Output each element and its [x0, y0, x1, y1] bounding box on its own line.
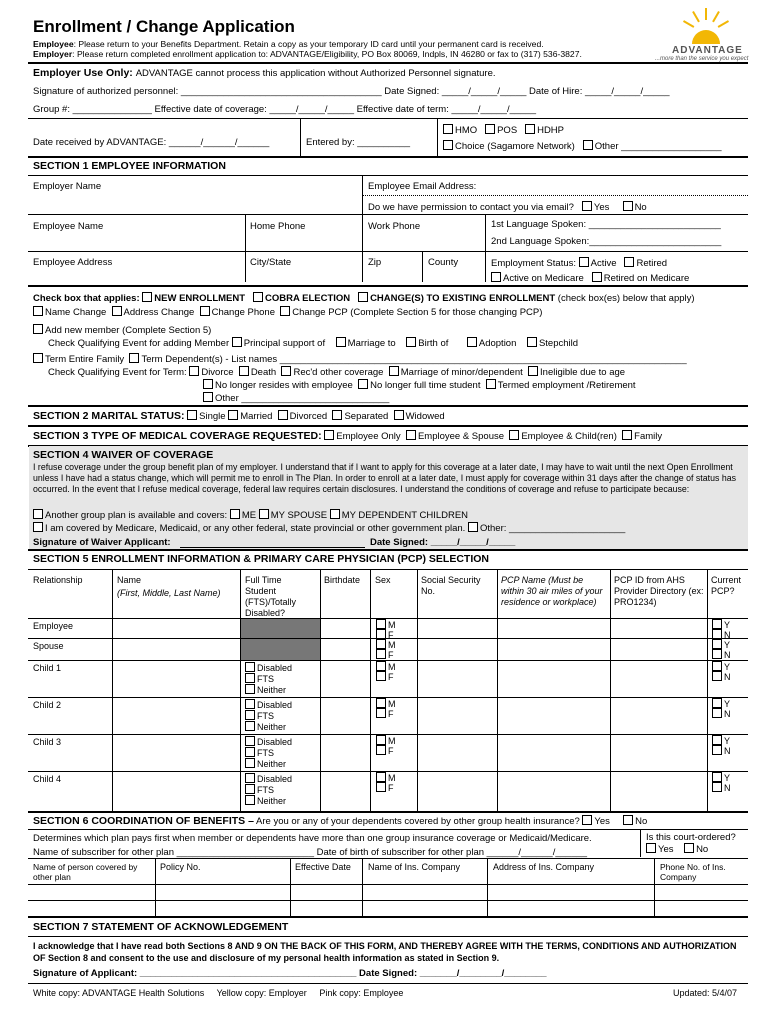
waiver-spouse-checkbox[interactable]: [259, 509, 269, 519]
employee-name-label: Employee Name: [33, 221, 104, 232]
court-yes-checkbox[interactable]: [646, 843, 656, 853]
current-pcp-n-checkbox[interactable]: [712, 745, 722, 755]
neither-checkbox[interactable]: [245, 795, 255, 805]
current-pcp-n: N: [712, 649, 731, 661]
sex-m-checkbox[interactable]: [376, 735, 386, 745]
sex-f-checkbox[interactable]: [376, 708, 386, 718]
principal-support-checkbox[interactable]: [232, 337, 242, 347]
sex-f: F: [376, 708, 394, 720]
fts-option: Disabled: [245, 662, 292, 674]
pcp-change-checkbox[interactable]: [280, 306, 290, 316]
employee-address-label: Employee Address: [33, 257, 113, 268]
acknowledgement-text: I acknowledge that I have read both Sections 8 AND 9 ON THE BACK OF THIS FORM, AND THEREBY AGREE WITH THE TERMS, CONDITIONS AND AUTHORIZATION OF Section 8 and consent to the use and disclosure of my personal health information as stated in Section 9.: [33, 941, 737, 963]
email-permission: Do we have permission to contact you via email? Yes No: [368, 202, 647, 213]
new-enrollment-checkbox[interactable]: [142, 292, 152, 302]
fts-na-shading: [241, 619, 320, 638]
plan-type-row-2: Choice (Sagamore Network) Other ___________________: [443, 140, 722, 152]
row-relationship: Child 2: [33, 700, 62, 710]
fts-checkbox[interactable]: [245, 784, 255, 794]
waiver-medicare-checkbox[interactable]: [33, 522, 43, 532]
county-label: County: [428, 257, 459, 268]
col-pcp-id: PCP ID from AHS Provider Directory (ex: PRO1234): [614, 575, 704, 607]
death-checkbox[interactable]: [239, 366, 249, 376]
married-checkbox[interactable]: [228, 410, 238, 420]
current-pcp-n-checkbox[interactable]: [712, 782, 722, 792]
terminated-checkbox[interactable]: [486, 379, 496, 389]
current-pcp-n-checkbox[interactable]: [712, 671, 722, 681]
logo-wordmark: ADVANTAGE: [672, 45, 743, 56]
qualifying-event-add-row: Check Qualifying Event for adding Member Principal support of Marriage to Birth of Adoption Stepchild: [48, 338, 579, 349]
sex-m-checkbox[interactable]: [376, 661, 386, 671]
cob-col-person: Name of person covered by other plan: [33, 862, 138, 882]
current-pcp-y: Y: [712, 661, 730, 673]
fts-option: Neither: [245, 795, 286, 807]
current-pcp-y: Y: [712, 772, 730, 784]
fts-option: Disabled: [245, 736, 292, 748]
waiver-medicare: I am covered by Medicare, Medicaid, or any other federal, state provincial or other government plan. Other: ______________________: [33, 522, 625, 534]
name-change-checkbox[interactable]: [33, 306, 43, 316]
current-pcp-n: N: [712, 782, 731, 794]
waiver-signature-label: Signature of Waiver Applicant:: [33, 537, 171, 548]
widowed-checkbox[interactable]: [394, 410, 404, 420]
fts-checkbox[interactable]: [245, 747, 255, 757]
current-pcp-y-checkbox[interactable]: [712, 735, 722, 745]
page-title: Enrollment / Change Application: [33, 17, 295, 36]
employee-only-checkbox[interactable]: [324, 430, 334, 440]
sex-f: F: [376, 649, 394, 661]
term-row: Term Entire Family Term Dependent(s) - List names _____________________________________________________________________________: [33, 353, 687, 365]
work-phone-label: Work Phone: [368, 221, 421, 232]
current-pcp-y-checkbox[interactable]: [712, 639, 722, 649]
cob-col-effective: Effective Date: [295, 862, 351, 872]
sex-m: M: [376, 698, 396, 710]
cob-col-phone: Phone No. of Ins. Company: [660, 862, 726, 882]
sun-logo-icon: [676, 6, 736, 46]
cob-col-policy: Policy No.: [160, 862, 201, 872]
court-no-checkbox[interactable]: [684, 843, 694, 853]
col-relationship: Relationship: [33, 575, 83, 585]
qualifying-event-term-row-2: No longer resides with employee No longer full time student Termed employment /Retirement: [203, 379, 636, 391]
col-current-pcp: Current PCP?: [711, 575, 742, 596]
qualifying-event-term-row: Check Qualifying Event for Term: Divorce Death Rec'd other coverage Marriage of minor/dependent Ineligible due to age: [48, 367, 626, 378]
birth-of-checkbox[interactable]: [406, 337, 416, 347]
fts-option: Disabled: [245, 773, 292, 785]
zip-label: Zip: [368, 257, 382, 268]
sex-m-checkbox[interactable]: [376, 698, 386, 708]
fts-option: FTS: [245, 710, 274, 722]
hdhp-checkbox[interactable]: [525, 124, 535, 134]
sex-f-checkbox[interactable]: [376, 671, 386, 681]
email-no-checkbox[interactable]: [623, 201, 633, 211]
retired-medicare-checkbox[interactable]: [592, 272, 602, 282]
enrollment-type-row: Check box that applies: NEW ENROLLMENT COBRA ELECTION CHANGE(S) TO EXISTING ENROLLMENT (check box(es) below that apply): [33, 293, 695, 304]
employee-children-checkbox[interactable]: [509, 430, 519, 440]
changes-checkbox[interactable]: [358, 292, 368, 302]
waiver-dependents-checkbox[interactable]: [330, 509, 340, 519]
other-term-row: Other ____________________________: [203, 392, 389, 404]
col-name: Name: [117, 575, 142, 585]
employee-instructions: Employee: Please return to your Benefits Department. Retain a copy as your temporary ID card until your permanent card is received.: [33, 39, 544, 49]
term-family-checkbox[interactable]: [33, 353, 43, 363]
sex-m: M: [376, 639, 396, 651]
row-relationship: Child 4: [33, 774, 62, 784]
family-checkbox[interactable]: [622, 430, 632, 440]
section2-row: SECTION 2 MARITAL STATUS: Single Married Divorced Separated Widowed: [33, 410, 445, 422]
authorized-signature-line[interactable]: Signature of authorized personnel: ______________________________________ Date Signed: _____/_____/_____ Date of Hire: _____/_____/_____: [33, 86, 670, 97]
sex-f: F: [376, 671, 394, 683]
fts-na-shading: [241, 639, 320, 660]
date-received-field[interactable]: Date received by ADVANTAGE: ______/______/______: [33, 137, 270, 148]
other-plan-checkbox[interactable]: [583, 140, 593, 150]
employer-use-heading: Employer Use Only: ADVANTAGE cannot process this application without Authorized Personnel signature.: [33, 67, 496, 79]
col-ssn: Social Security No.: [421, 575, 481, 596]
second-language-field[interactable]: 2nd Language Spoken:_________________________: [491, 236, 722, 247]
email-label: Employee Email Address:: [368, 181, 477, 192]
updated-date: Updated: 5/4/07: [673, 988, 738, 998]
first-language-field[interactable]: 1st Language Spoken: _________________________: [491, 219, 721, 230]
cob-col-ins: Name of Ins. Company: [368, 862, 461, 872]
col-fts: Full Time Student (FTS)/Totally Disabled?: [245, 575, 297, 618]
court-ordered-label: Is this court-ordered?: [646, 832, 736, 843]
neither-checkbox[interactable]: [245, 721, 255, 731]
waiver-text: I refuse coverage under the group benefit plan of my employer. I understand that if I want to apply for this coverage at a later date, I may have to wait until the next Open Enrollment unless I have had a status change, which will permit me to enroll in The Plan. In order to enroll at a later date, I must apply for coverage within 31 days after the change of status has occurred. In the event that I refuse medical coverage, federal law requires certain disclosures. I understand the conditions of coverage and refuse to participate because:: [33, 462, 736, 494]
active-medicare-checkbox[interactable]: [491, 272, 501, 282]
employer-name-label: Employer Name: [33, 181, 102, 192]
address-change-checkbox[interactable]: [112, 306, 122, 316]
current-pcp-y: Y: [712, 639, 730, 651]
cob-no-checkbox[interactable]: [623, 815, 633, 825]
divorce-checkbox[interactable]: [189, 366, 199, 376]
col-sex: Sex: [375, 575, 391, 585]
marriage-minor-checkbox[interactable]: [389, 366, 399, 376]
medicare-status: Active on Medicare Retired on Medicare: [491, 272, 689, 284]
neither-checkbox[interactable]: [245, 684, 255, 694]
sex-f-checkbox[interactable]: [376, 745, 386, 755]
court-ordered-options: Yes No: [646, 843, 708, 855]
entered-by-field[interactable]: Entered by: __________: [306, 137, 411, 148]
applicant-signature-line[interactable]: Signature of Applicant: _________________________________________ Date Signed: _______/________/________: [33, 968, 547, 979]
term-dependents-checkbox[interactable]: [129, 353, 139, 363]
employment-status: Employment Status: Active Retired: [491, 258, 668, 269]
fts-option: Neither: [245, 758, 286, 770]
adoption-checkbox[interactable]: [467, 337, 477, 347]
email-yes-checkbox[interactable]: [582, 201, 592, 211]
separated-checkbox[interactable]: [332, 410, 342, 420]
col-birthdate: Birthdate: [324, 575, 361, 585]
city-state-label: City/State: [250, 257, 292, 268]
cob-yes-checkbox[interactable]: [582, 815, 592, 825]
recd-other-checkbox[interactable]: [281, 366, 291, 376]
fts-option: Neither: [245, 721, 286, 733]
section1-heading: SECTION 1 EMPLOYEE INFORMATION: [33, 160, 226, 172]
current-pcp-y-checkbox[interactable]: [712, 772, 722, 782]
current-pcp-n: N: [712, 708, 731, 720]
home-phone-label: Home Phone: [250, 221, 306, 232]
current-pcp-n: N: [712, 671, 731, 683]
pos-checkbox[interactable]: [485, 124, 495, 134]
fts-option: Disabled: [245, 699, 292, 711]
current-pcp-y-checkbox[interactable]: [712, 698, 722, 708]
fts-option: FTS: [245, 747, 274, 759]
add-member-row: Add new member (Complete Section 5): [33, 324, 211, 336]
sex-m: M: [376, 619, 396, 631]
cob-determines: Determines which plan pays first when member or dependents have more than one group insurance coverage or Medicaid/Medicare.: [33, 833, 592, 844]
section7-heading: SECTION 7 STATEMENT OF ACKNOWLEDGEMENT: [33, 921, 289, 933]
no-longer-resides-checkbox[interactable]: [203, 379, 213, 389]
plan-type-row-1: HMO POS HDHP: [443, 124, 564, 136]
fts-checkbox[interactable]: [245, 673, 255, 683]
cob-col-address: Address of Ins. Company: [493, 862, 595, 872]
disabled-checkbox[interactable]: [245, 736, 255, 746]
fts-option: Neither: [245, 684, 286, 696]
logo-tagline: ...more than the service you expect: [655, 56, 749, 62]
current-pcp-n: N: [712, 629, 731, 641]
col-name-sub: (First, Middle, Last Name): [117, 588, 221, 598]
sex-m: M: [376, 661, 396, 673]
section4-heading: SECTION 4 WAIVER OF COVERAGE: [33, 449, 214, 461]
current-pcp-y: Y: [712, 698, 730, 710]
disabled-checkbox[interactable]: [245, 773, 255, 783]
current-pcp-n-checkbox[interactable]: [712, 649, 722, 659]
row-relationship: Child 3: [33, 737, 62, 747]
sex-f: F: [376, 745, 394, 757]
disabled-checkbox[interactable]: [245, 699, 255, 709]
group-coverage-line[interactable]: Group #: _______________ Effective date of coverage: _____/_____/_____ Effective date of term: _____/_____/_____: [33, 104, 537, 115]
copy-distribution: White copy: ADVANTAGE Health Solutions Yellow copy: Employer Pink copy: Employee: [33, 988, 404, 998]
choice-checkbox[interactable]: [443, 140, 453, 150]
sex-m: M: [376, 735, 396, 747]
sex-f-checkbox[interactable]: [376, 782, 386, 792]
row-relationship: Spouse: [33, 641, 64, 651]
sex-f: F: [376, 782, 394, 794]
neither-checkbox[interactable]: [245, 758, 255, 768]
waiver-me-checkbox[interactable]: [230, 509, 240, 519]
no-longer-ft-checkbox[interactable]: [358, 379, 368, 389]
add-member-checkbox[interactable]: [33, 324, 43, 334]
phone-change-checkbox[interactable]: [200, 306, 210, 316]
employer-instructions: Employer: Please return completed enrollment application to: ADVANTAGE/Eligibility, PO Box 80069, Indpls, IN 46280 or fax to (317) 536-3827.: [33, 49, 582, 59]
active-checkbox[interactable]: [579, 257, 589, 267]
section6-row: SECTION 6 COORDINATION OF BENEFITS – Are you or any of your dependents covered by other group health insurance? Yes No: [33, 815, 648, 827]
col-pcp-name: PCP Name (Must be within 30 air miles of your residence or workplace): [501, 575, 603, 607]
change-type-row: Name Change Address Change Change Phone Change PCP (Complete Section 5 for those changing PCP): [33, 306, 542, 318]
current-pcp-y-checkbox[interactable]: [712, 619, 722, 629]
retired-checkbox[interactable]: [624, 257, 634, 267]
stepchild-checkbox[interactable]: [527, 337, 537, 347]
another-plan-checkbox[interactable]: [33, 509, 43, 519]
current-pcp-y-checkbox[interactable]: [712, 661, 722, 671]
sex-f: F: [376, 629, 394, 641]
section3-row: SECTION 3 TYPE OF MEDICAL COVERAGE REQUESTED: Employee Only Employee & Spouse Employee & Child(ren) Family: [33, 430, 663, 442]
employee-spouse-checkbox[interactable]: [406, 430, 416, 440]
sex-f-checkbox[interactable]: [376, 649, 386, 659]
fts-option: FTS: [245, 784, 274, 796]
sex-m-checkbox[interactable]: [376, 639, 386, 649]
sex-m: M: [376, 772, 396, 784]
current-pcp-n-checkbox[interactable]: [712, 708, 722, 718]
waiver-other-plan: Another group plan is available and covers: ME MY SPOUSE MY DEPENDENT CHILDREN: [33, 509, 468, 521]
sex-m-checkbox[interactable]: [376, 619, 386, 629]
divorced-checkbox[interactable]: [278, 410, 288, 420]
single-checkbox[interactable]: [187, 410, 197, 420]
waiver-date-signed[interactable]: Date Signed: _____/_____/_____: [370, 537, 516, 548]
fts-checkbox[interactable]: [245, 710, 255, 720]
subscriber-line[interactable]: Name of subscriber for other plan __________________________ Date of birth of subscriber for other plan ______/______/______: [33, 847, 588, 858]
waiver-other-checkbox[interactable]: [468, 522, 478, 532]
row-relationship: Child 1: [33, 663, 62, 673]
cobra-checkbox[interactable]: [253, 292, 263, 302]
marriage-to-checkbox[interactable]: [336, 337, 346, 347]
ineligible-checkbox[interactable]: [528, 366, 538, 376]
current-pcp-y: Y: [712, 619, 730, 631]
fts-option: FTS: [245, 673, 274, 685]
hmo-checkbox[interactable]: [443, 124, 453, 134]
disabled-checkbox[interactable]: [245, 662, 255, 672]
other-term-checkbox[interactable]: [203, 392, 213, 402]
sex-m-checkbox[interactable]: [376, 772, 386, 782]
current-pcp-y: Y: [712, 735, 730, 747]
current-pcp-n: N: [712, 745, 731, 757]
section5-heading: SECTION 5 ENROLLMENT INFORMATION & PRIMARY CARE PHYSICIAN (PCP) SELECTION: [33, 553, 489, 565]
row-relationship: Employee: [33, 621, 74, 631]
